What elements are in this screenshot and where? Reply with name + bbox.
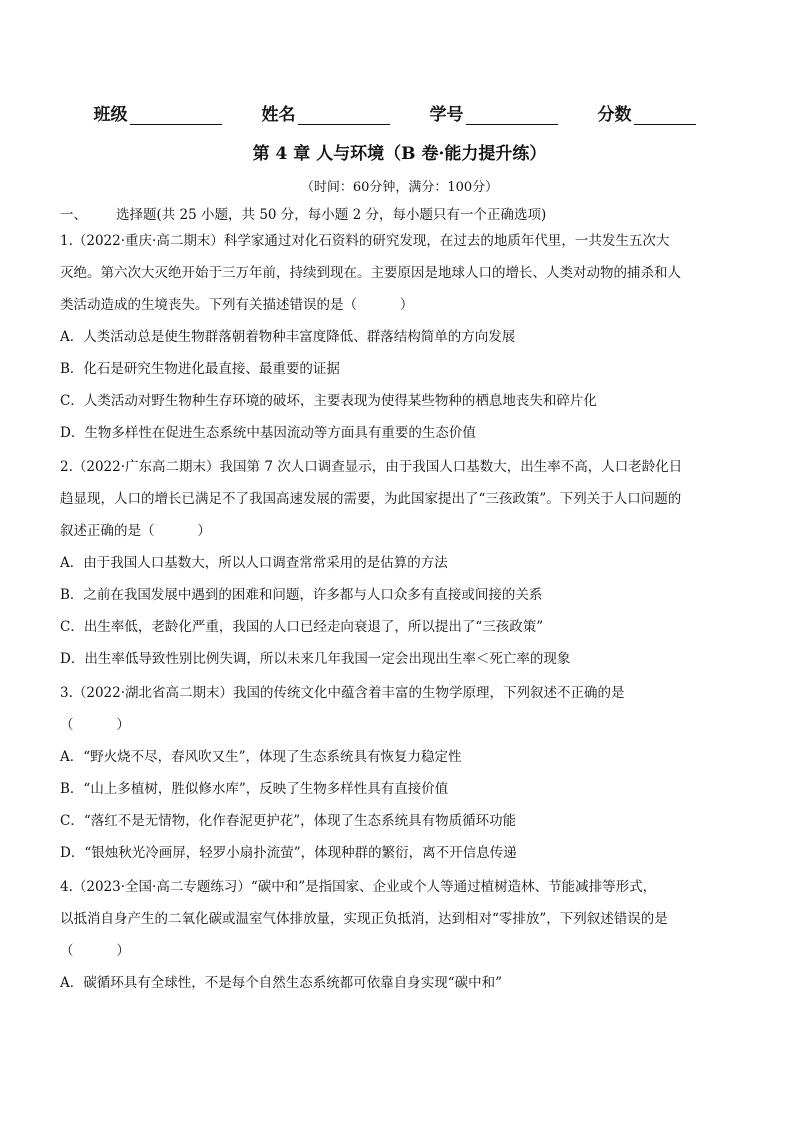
- option-d[interactable]: D．“银烛秋光冷画屏，轻罗小扇扑流萤”，体现种群的繁衍，离不开信息传递: [60, 845, 517, 861]
- student-id-field: [430, 100, 558, 125]
- stem-line: 趋显现，人口的增长已满足不了我国高速发展的需要，为此国家提出了“三孩政策”。下列关于人口问题的: [60, 491, 682, 507]
- option-b[interactable]: B．化石是研究生物进化最直接、最重要的证据: [60, 361, 340, 377]
- class-blank[interactable]: [130, 106, 222, 125]
- class-field: [94, 100, 222, 125]
- option-a[interactable]: A．“野火烧不尽，春风吹又生”，体现了生态系统具有恢复力稳定性: [60, 749, 462, 765]
- question-stem: [60, 871, 709, 967]
- name-field: [262, 100, 390, 125]
- option-d[interactable]: D．生物多样性在促进生态系统中基因流动等方面具有重要的生态价值: [60, 425, 476, 441]
- stem-line: 灭绝。第六次大灭绝开始于三万年前，持续到现在。主要原因是地球人口的增长、人类对动物的捕杀和人: [60, 265, 681, 281]
- stem-line: （ ）: [60, 943, 130, 959]
- section-instructions: 选择题(共 25 小题，共 50 分，每小题 2 分，每小题只有一个正确选项): [116, 207, 547, 223]
- question-2: [60, 451, 709, 675]
- stem-line: 1.（2022·重庆·高二期末）科学家通过对化石资料的研究发现，在过去的地质年代里，一共发生五次大: [60, 233, 670, 249]
- question-stem: [60, 451, 709, 547]
- option-c[interactable]: C．出生率低，老龄化严重，我国的人口已经走向衰退了，所以提出了“三孩政策”: [60, 619, 544, 635]
- name-label: 姓名: [261, 105, 296, 125]
- score-label: 分数: [597, 105, 632, 125]
- name-blank[interactable]: [298, 106, 390, 125]
- stem-line: （ ）: [60, 717, 130, 733]
- option-b[interactable]: B．之前在我国发展中遇到的困难和问题，许多都与人口众多有直接或间接的关系: [60, 587, 543, 603]
- page-title: 第 4 章 人与环境（B 卷·能力提升练）: [252, 144, 547, 164]
- question-1: [60, 225, 709, 449]
- question-stem: [60, 677, 709, 741]
- class-label: 班级: [93, 105, 128, 125]
- stem-line: 叙述正确的是（ ）: [60, 523, 211, 539]
- option-c[interactable]: C．“落红不是无情物，化作春泥更护花”，体现了生态系统具有物质循环功能: [60, 813, 517, 829]
- stem-line: 2.（2022·广东高二期末）我国第 7 次人口调查显示，由于我国人口基数大，出生率不高，人口老龄化日: [60, 459, 683, 475]
- student-id-label: 学号: [429, 105, 464, 125]
- student-info-row: [60, 100, 709, 125]
- question-3: [60, 677, 709, 869]
- stem-line: 4.（2023·全国·高二专题练习）“碳中和”是指国家、企业或个人等通过植树造林、节能减排等形式，: [60, 879, 657, 895]
- option-c[interactable]: C．人类活动对野生物种生存环境的破坏，主要表现为使得某些物种的栖息地丧失和碎片化: [60, 393, 597, 409]
- option-a[interactable]: A．人类活动总是使生物群落朝着物种丰富度降低、群落结构简单的方向发展: [60, 329, 516, 345]
- score-blank[interactable]: [634, 106, 696, 125]
- stem-line: 类活动造成的生境丧失。下列有关描述错误的是（ ）: [60, 297, 414, 313]
- section-number: 一、: [60, 207, 87, 223]
- student-id-blank[interactable]: [466, 106, 558, 125]
- option-b[interactable]: B．“山上多植树，胜似修水库”，反映了生物多样性具有直接价值: [60, 781, 449, 797]
- stem-line: 以抵消自身产生的二氧化碳或温室气体排放量，实现正负抵消，达到相对“零排放”，下列叙述错误的是: [60, 911, 668, 927]
- score-field: [598, 100, 696, 125]
- exam-time-info: （时间：60分钟，满分：100分）: [300, 180, 499, 195]
- option-d[interactable]: D．出生率低导致性别比例失调，所以未来几年我国一定会出现出生率＜死亡率的现象: [60, 651, 571, 667]
- section-heading: [60, 203, 709, 223]
- option-a[interactable]: A．碳循环具有全球性，不是每个自然生态系统都可依靠自身实现“碳中和”: [60, 975, 503, 991]
- question-stem: [60, 225, 709, 321]
- stem-line: 3.（2022·湖北省高二期末）我国的传统文化中蕴含着丰富的生物学原理，下列叙述不正确的是: [60, 685, 625, 701]
- option-a[interactable]: A．由于我国人口基数大，所以人口调查常常采用的是估算的方法: [60, 555, 448, 571]
- question-4: [60, 871, 709, 999]
